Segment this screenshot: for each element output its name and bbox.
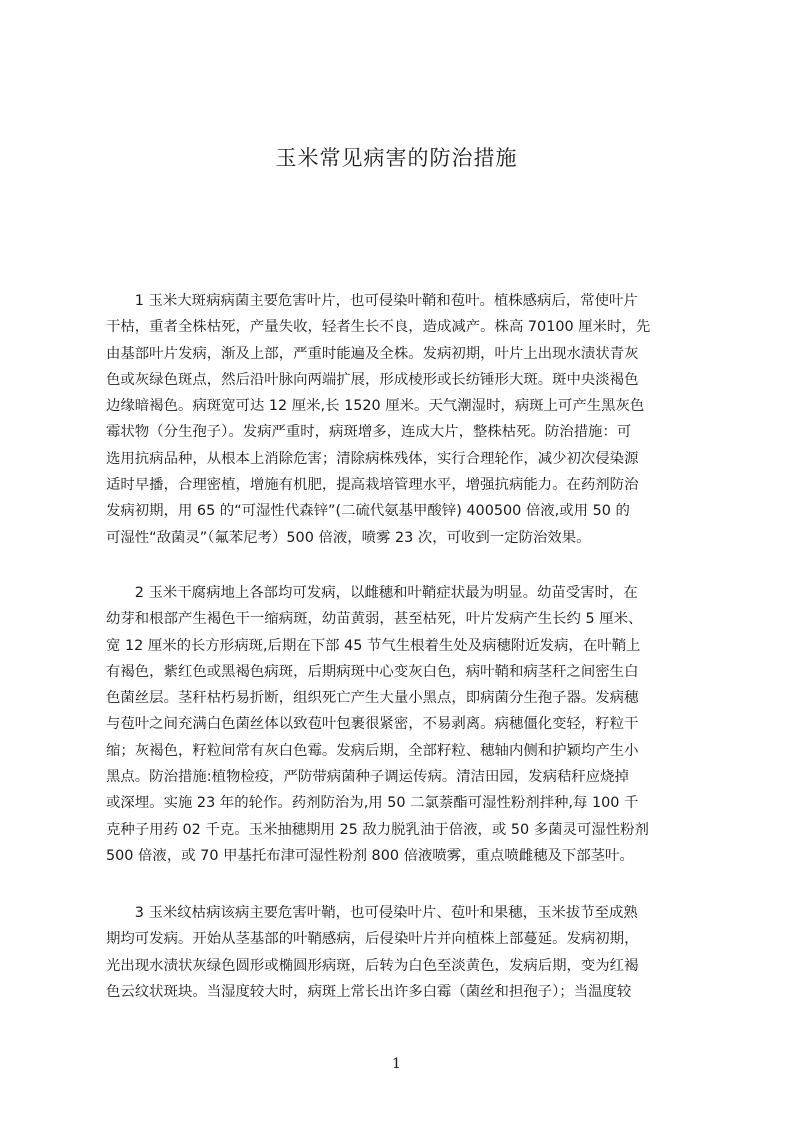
paragraph-3 xyxy=(106,900,706,1005)
text-line: 发病初期，用 65 的“可湿性代森锌”(二硫代氨基甲酸锌) 400500 倍液,或用 50 的 xyxy=(106,503,630,520)
page-number: 1 xyxy=(392,1056,401,1072)
text-line: 可湿性“敌菌灵”（氟苯尼考）500 倍液，喷雾 23 次，可收到一定防治效果。 xyxy=(106,529,591,546)
text-line: 色云纹状斑块。当湿度较大时，病斑上常长出许多白霉（菌丝和担孢子）；当温度较 xyxy=(106,983,632,1000)
page-title: 玉米常见病害的防治措施 xyxy=(275,146,518,170)
text-line: 与苞叶之间充满白色菌丝体以致苞叶包裹很紧密，不易剥离。病穗僵化变轻，籽粒干 xyxy=(106,716,639,733)
text-line: 边缘暗褐色。病斑宽可达 12 厘米,长 1520 厘米。天气潮湿时，病斑上可产生黑灰色 xyxy=(106,398,645,415)
text-line: 色菌丝层。茎秆枯朽易折断，组织死亡产生大量小黑点，即病菌分生孢子器。发病穗 xyxy=(106,690,639,707)
text-line: 克种子用药 02 千克。玉米抽穗期用 25 敌力脱乳油于倍液，或 50 多菌灵可湿性粉剂 xyxy=(106,821,649,838)
text-line: 干枯，重者全株枯死，产量失收，轻者生长不良，造成减产。株高 70100 厘米时，先 xyxy=(106,319,651,336)
text-line: 适时早播，合理密植，增施有机肥，提高栽培管理水平，增强抗病能力。在药剂防治 xyxy=(106,477,639,494)
text-line: 选用抗病品种，从根本上消除危害；清除病株残体，实行合理轮作，减少初次侵染源 xyxy=(106,450,639,467)
text-line: 黑点。防治措施:植物检疫，严防带病菌种子调运传病。清洁田园，发病秸秆应烧掉 xyxy=(106,769,629,786)
text-line: 霉状物（分生孢子）。发病严重时，病斑增多，连成大片，整株枯死。防治措施：可 xyxy=(106,424,632,441)
text-line: 期均可发病。开始从茎基部的叶鞘感病，后侵染叶片并向植株上部蔓延。发病初期， xyxy=(106,931,639,948)
text-line: 幼芽和根部产生褐色干一缩病斑，幼苗黄弱，甚至枯死，叶片发病产生长约 5 厘米、 xyxy=(106,611,643,628)
text-line: 由基部叶片发病，渐及上部，严重时能遍及全株。发病初期，叶片上出现水渍状青灰 xyxy=(106,345,639,362)
text-line: 3 玉米纹枯病该病主要危害叶鞘，也可侵染叶片、苞叶和果穗，玉米拔节至成熟 xyxy=(106,905,638,921)
paragraph-1 xyxy=(106,288,706,551)
text-line: 500 倍液，或 70 甲基托布津可湿性粉剂 800 倍液喷雾，重点喷雌穗及下部茎叶。 xyxy=(106,847,634,864)
text-line: 2 玉米干腐病地上各部均可发病，以雌穗和叶鞘症状最为明显。幼苗受害时，在 xyxy=(106,585,638,601)
text-line: 缩；灰褐色，籽粒间常有灰白色霉。发病后期，全部籽粒、穗轴内侧和护颖均产生小 xyxy=(106,742,639,759)
text-line: 色或灰绿色斑点，然后沿叶脉向两端扩展，形成棱形或长纺锤形大斑。斑中央淡褐色 xyxy=(106,371,639,388)
text-line: 宽 12 厘米的长方形病斑,后期在下部 45 节气生根着生处及病穗附近发病，在叶鞘上 xyxy=(106,637,641,654)
text-line: 光出现水渍状灰绿色圆形或椭圆形病斑，后转为白色至淡黄色，发病后期，变为红褐 xyxy=(106,957,639,974)
text-line: 有褐色，紫红色或黑褐色病斑，后期病斑中心变灰白色，病叶鞘和病茎秆之间密生白 xyxy=(106,663,639,680)
text-line: 1 玉米大斑病病菌主要危害叶片，也可侵染叶鞘和苞叶。植株感病后，常使叶片 xyxy=(106,293,638,309)
paragraph-2 xyxy=(106,580,706,869)
text-line: 或深埋。实施 23 年的轮作。药剂防治为,用 50 二氯萘酯可湿性粉剂拌种,每 100 千 xyxy=(106,795,639,812)
